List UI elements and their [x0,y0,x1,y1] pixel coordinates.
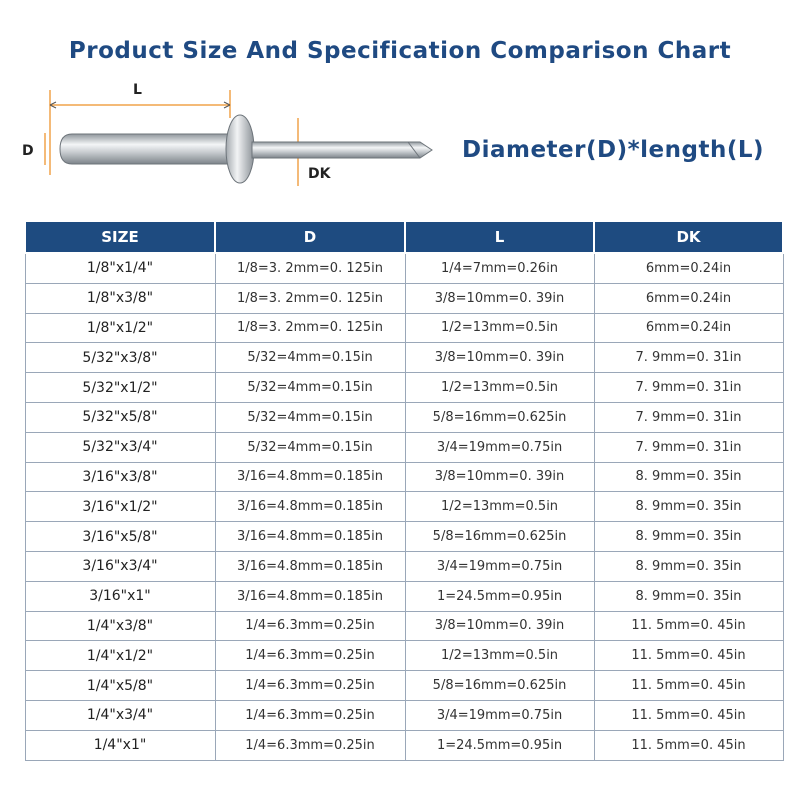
cell-l: 1/2=13mm=0.5in [405,313,594,343]
cell-size: 5/32"x3/4" [25,432,215,462]
cell-l: 3/8=10mm=0. 39in [405,343,594,373]
cell-l: 3/4=19mm=0.75in [405,700,594,730]
cell-d: 3/16=4.8mm=0.185in [215,581,405,611]
rivet-icon [60,115,432,183]
cell-l: 1/2=13mm=0.5in [405,492,594,522]
cell-d: 5/32=4mm=0.15in [215,432,405,462]
cell-d: 5/32=4mm=0.15in [215,343,405,373]
cell-d: 1/8=3. 2mm=0. 125in [215,253,405,283]
table-row [25,492,783,522]
cell-l: 1/4=7mm=0.26in [405,253,594,283]
cell-d: 3/16=4.8mm=0.185in [215,462,405,492]
cell-l: 3/8=10mm=0. 39in [405,611,594,641]
cell-dk: 8. 9mm=0. 35in [594,551,783,581]
table-row [25,253,783,283]
cell-size: 1/4"x3/8" [25,611,215,641]
cell-size: 3/16"x3/8" [25,462,215,492]
cell-size: 3/16"x1/2" [25,492,215,522]
cell-size: 1/4"x3/4" [25,700,215,730]
cell-dk: 7. 9mm=0. 31in [594,373,783,403]
table-row [25,432,783,462]
cell-dk: 7. 9mm=0. 31in [594,432,783,462]
cell-l: 1/2=13mm=0.5in [405,373,594,403]
cell-dk: 6mm=0.24in [594,283,783,313]
cell-dk: 8. 9mm=0. 35in [594,492,783,522]
cell-size: 1/4"x1" [25,730,215,760]
cell-size: 1/4"x5/8" [25,671,215,701]
table-row [25,581,783,611]
table-row [25,671,783,701]
table-row [25,551,783,581]
cell-l: 5/8=16mm=0.625in [405,402,594,432]
table-row [25,313,783,343]
cell-size: 5/32"x5/8" [25,402,215,432]
header-d: D [215,221,405,253]
table-row [25,700,783,730]
cell-size: 1/8"x1/4" [25,253,215,283]
cell-l: 5/8=16mm=0.625in [405,522,594,552]
table-row [25,343,783,373]
cell-size: 5/32"x3/8" [25,343,215,373]
table-row [25,730,783,760]
cell-l: 5/8=16mm=0.625in [405,671,594,701]
cell-dk: 8. 9mm=0. 35in [594,522,783,552]
cell-d: 1/4=6.3mm=0.25in [215,641,405,671]
formula-label: Diameter(D)*length(L) [462,137,765,163]
cell-dk: 7. 9mm=0. 31in [594,402,783,432]
cell-size: 3/16"x1" [25,581,215,611]
spec-table [24,220,784,761]
cell-l: 3/8=10mm=0. 39in [405,283,594,313]
cell-l: 3/4=19mm=0.75in [405,551,594,581]
cell-d: 1/4=6.3mm=0.25in [215,730,405,760]
cell-d: 1/4=6.3mm=0.25in [215,611,405,641]
header-l: L [405,221,594,253]
table-row [25,522,783,552]
cell-size: 3/16"x3/4" [25,551,215,581]
table-row [25,373,783,403]
header-size: SIZE [25,221,215,253]
cell-l: 1=24.5mm=0.95in [405,581,594,611]
cell-dk: 11. 5mm=0. 45in [594,611,783,641]
cell-d: 1/4=6.3mm=0.25in [215,671,405,701]
cell-size: 5/32"x1/2" [25,373,215,403]
cell-size: 1/8"x1/2" [25,313,215,343]
cell-l: 3/4=19mm=0.75in [405,432,594,462]
chart-title: Product Size And Specification Comparison Chart [68,38,732,64]
table-body [25,253,783,760]
cell-d: 5/32=4mm=0.15in [215,373,405,403]
cell-d: 3/16=4.8mm=0.185in [215,522,405,552]
cell-size: 3/16"x5/8" [25,522,215,552]
label-l: L [133,82,142,98]
cell-dk: 8. 9mm=0. 35in [594,462,783,492]
table-row [25,462,783,492]
cell-d: 1/8=3. 2mm=0. 125in [215,283,405,313]
cell-dk: 11. 5mm=0. 45in [594,641,783,671]
cell-d: 1/8=3. 2mm=0. 125in [215,313,405,343]
cell-l: 1/2=13mm=0.5in [405,641,594,671]
table-header-row [25,221,783,253]
cell-d: 1/4=6.3mm=0.25in [215,700,405,730]
cell-dk: 11. 5mm=0. 45in [594,700,783,730]
cell-d: 3/16=4.8mm=0.185in [215,551,405,581]
table-row [25,402,783,432]
cell-dk: 11. 5mm=0. 45in [594,730,783,760]
table-row [25,611,783,641]
cell-dk: 7. 9mm=0. 31in [594,343,783,373]
cell-size: 1/4"x1/2" [25,641,215,671]
cell-d: 5/32=4mm=0.15in [215,402,405,432]
cell-dk: 11. 5mm=0. 45in [594,671,783,701]
cell-dk: 6mm=0.24in [594,313,783,343]
header-dk: DK [594,221,783,253]
label-d: D [22,143,34,159]
cell-l: 1=24.5mm=0.95in [405,730,594,760]
table-row [25,283,783,313]
cell-d: 3/16=4.8mm=0.185in [215,492,405,522]
cell-size: 1/8"x3/8" [25,283,215,313]
label-dk: DK [308,166,331,182]
rivet-diagram [0,0,800,215]
cell-dk: 6mm=0.24in [594,253,783,283]
cell-l: 3/8=10mm=0. 39in [405,462,594,492]
cell-dk: 8. 9mm=0. 35in [594,581,783,611]
table-row [25,641,783,671]
